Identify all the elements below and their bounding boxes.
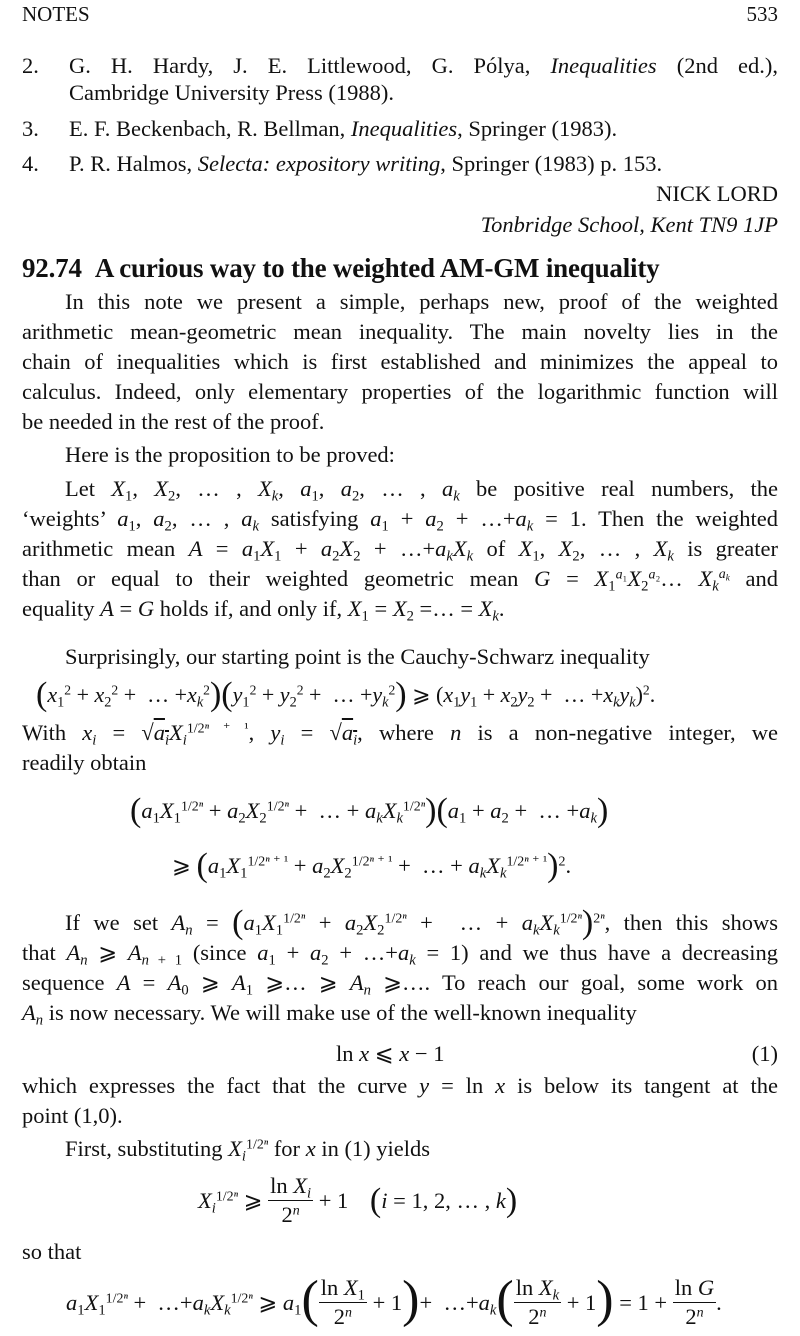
proposition-intro bbox=[65, 441, 778, 469]
definition-line: that $A_n$ ⩾ $A_{n + 1}$ (since $a_1 + a_2$ + $\dots+a_k = 1$) and we thus have a decreasing bbox=[22, 940, 778, 969]
author-name: NICK LORD bbox=[656, 181, 778, 206]
text: which expresses the fact that the curve bbox=[22, 1073, 408, 1098]
intro-text: calculus. Indeed, only elementary properties of the logarithmic function will bbox=[22, 379, 778, 404]
text: arithmetic mean bbox=[22, 536, 176, 561]
intro-text: arithmetic mean-geometric mean inequality. The main novelty lies in the bbox=[22, 319, 778, 344]
page-number: 533 bbox=[746, 2, 778, 26]
text: point (1,0). bbox=[22, 1103, 123, 1128]
text: ‘weights’ bbox=[22, 506, 106, 531]
intro-line bbox=[22, 348, 778, 376]
equation-display: $X_i^{1/2^n}$ ⩾ $\frac{\ln X_i}{2^n}$ + 1 (i = 1, 2, … , k) bbox=[198, 1173, 518, 1227]
reference-item bbox=[22, 52, 778, 80]
text: is greater bbox=[687, 536, 779, 561]
substitution-line: With $x_i = √a_iX_i^{1/2^n ^+ ^1}$, $y_i = √a_i$, where n is a non-negative integer, we bbox=[22, 720, 779, 749]
reference-title: Inequalities bbox=[550, 53, 657, 78]
reference-authors: E. F. Beckenbach, R. Bellman, bbox=[69, 116, 346, 141]
text: First, substituting bbox=[65, 1136, 223, 1161]
reference-publisher: Cambridge University Press (1988). bbox=[69, 80, 394, 105]
text: for bbox=[273, 1136, 301, 1161]
intro-line bbox=[65, 288, 778, 316]
equation-display: ($a_1X_1^{1/2^n} + a_2X_2^{1/2^n}$ + … + $a_kX_k^{1/2^n})(a_1 + a_2$ + … $+a_k$) bbox=[130, 792, 609, 829]
text: is now necessary. We will make use of the well-known inequality bbox=[48, 1000, 637, 1025]
proposition-line: equality A = G holds if, and only if, $X_1 = X_2$ =… = $X_k$. bbox=[22, 596, 505, 625]
proposition-intro-text: Here is the proposition to be proved: bbox=[65, 442, 395, 467]
text: be positive real numbers, the bbox=[475, 476, 779, 501]
article-number: 92.74 bbox=[22, 253, 82, 283]
running-header bbox=[22, 0, 778, 28]
text: Let bbox=[65, 476, 95, 501]
intro-text: In this note we present a simple, perhaps new, proof of the weighted bbox=[65, 289, 778, 314]
reference-text bbox=[69, 52, 778, 80]
intro-line bbox=[22, 318, 778, 346]
text: , then this shows bbox=[604, 910, 778, 935]
tangent-line: which expresses the fact that the curve y = ln x is below its tangent at the bbox=[22, 1073, 778, 1098]
tangent-line bbox=[22, 1102, 778, 1130]
signature-affiliation bbox=[22, 211, 778, 239]
text: satisfying bbox=[270, 506, 359, 531]
signature-author bbox=[22, 180, 778, 208]
substitution-line: First, substituting $X_i^{1/2^n}$ for x in (1) yields bbox=[65, 1136, 431, 1165]
text: equality bbox=[22, 596, 95, 621]
intro-line bbox=[22, 408, 778, 436]
text: is a non-negative integer, we bbox=[477, 720, 779, 745]
equation-display: ⩾ ($a_1X_1^{1/2^n ^+ ^1} + a_2X_2^{1/2^n ^+ ^1}$ + … + $a_kX_k^{1/2^n ^+ ^1})^2$. bbox=[172, 847, 572, 884]
text: . To reach our goal, some work on bbox=[424, 970, 778, 995]
substitution-line bbox=[22, 749, 778, 777]
header-section: NOTES bbox=[22, 2, 90, 26]
reference-authors: G. H. Hardy, J. E. Littlewood, G. Pólya, bbox=[69, 53, 531, 78]
text: so that bbox=[22, 1239, 82, 1264]
reference-authors: P. R. Halmos, bbox=[69, 151, 193, 176]
text: than or equal to their weighted geometric mean bbox=[22, 566, 519, 591]
text: holds if, and only if, bbox=[159, 596, 343, 621]
text: is below its tangent at the bbox=[517, 1073, 778, 1098]
text: (since bbox=[192, 940, 247, 965]
intro-text: be needed in the rest of the proof. bbox=[22, 409, 325, 434]
reference-text bbox=[69, 115, 617, 143]
proposition-line: ‘weights’ $a_1$, $a_2$, … , $a_k$ satisfying $a_1 + a_2$ + $\dots+a_k = 1$. Then the weighted bbox=[22, 506, 779, 535]
reference-title: Selecta: expository writing bbox=[197, 151, 441, 176]
so-that-text bbox=[22, 1238, 778, 1266]
reference-item-continued bbox=[69, 79, 778, 107]
definition-line: $A_n$ is now necessary. We will make use of the well-known inequality bbox=[22, 1000, 637, 1029]
reference-number: 4. bbox=[22, 151, 39, 176]
text: where bbox=[378, 720, 434, 745]
text: readily obtain bbox=[22, 750, 147, 775]
definition-line: If we set $A_n = (a_1X_1^{1/2^n} + a_2X_2^{1/2^n}$ + … + $a_kX_k^{1/2^n})^{2^n}$, then this shows bbox=[65, 904, 778, 941]
article-heading bbox=[22, 254, 778, 282]
equation-cauchy-schwarz: ($x_1^2 + x_2^2$ + … $+x_k^2)(y_1^2 + y_2^2$ + … $+y_k^2$) ⩾ ($x_1y_1 + x_2y_2$ + … $+x_ky_k)^2$. bbox=[36, 676, 656, 713]
text: in (1) yields bbox=[321, 1136, 431, 1161]
cauchy-schwarz-intro bbox=[65, 643, 778, 671]
article-title: A curious way to the weighted AM-GM inequality bbox=[94, 253, 660, 283]
reference-title: Inequalities bbox=[350, 116, 458, 141]
reference-item bbox=[22, 150, 778, 178]
proposition-line: Let $X_1$, $X_2$, … , $X_k$, $a_1$, $a_2$, … , $a_k$ be positive real numbers, the bbox=[65, 476, 779, 505]
intro-text: chain of inequalities which is first established and minimizes the appeal to bbox=[22, 349, 778, 374]
equation-label: (1) bbox=[751, 1041, 778, 1066]
reference-number: 2. bbox=[22, 53, 39, 78]
author-affiliation: Tonbridge School, Kent TN9 1JP bbox=[480, 212, 778, 237]
intro-line bbox=[22, 378, 778, 406]
reference-details: (2nd ed.), bbox=[676, 53, 779, 78]
text: Surprisingly, our starting point is the Cauchy-Schwarz inequality bbox=[65, 644, 650, 669]
text: . Then the weighted bbox=[580, 506, 779, 531]
proposition-line: than or equal to their weighted geometric mean $G = X_1^{a_1}X_2^{a_2}\dots$ $X_k^{a_k}$ and bbox=[22, 566, 779, 595]
text: that bbox=[22, 940, 56, 965]
text: of bbox=[486, 536, 506, 561]
definition-line: sequence $A = A_0$ ⩾ $A_1$ ⩾… ⩾ $A_n$ ⩾…. To reach our goal, some work on bbox=[22, 970, 778, 999]
text: If we set bbox=[65, 910, 159, 935]
reference-details: , Springer (1983). bbox=[457, 116, 618, 141]
reference-item bbox=[22, 115, 778, 143]
text: ) and we thus have a decreasing bbox=[461, 940, 778, 965]
text: and bbox=[745, 566, 779, 591]
reference-text bbox=[69, 150, 662, 178]
equation-1: ln x ⩽ x − 1 (1) bbox=[336, 1041, 778, 1066]
text: sequence bbox=[22, 970, 105, 995]
equation-display: $a_1X_1^{1/2^n}$ + $\dots+a_kX_k^{1/2^n}$ ⩾ $a_1$( $\frac{\ln X_1}{2^n}$ + $1)+ \dots+a_k$( $\frac{\ln X_k}{2^n}$ + 1) = 1 + $\frac{\text{ln G}}{2^n}$ . bbox=[66, 1271, 722, 1330]
reference-number: 3. bbox=[22, 116, 39, 141]
text: With bbox=[22, 720, 67, 745]
reference-details: , Springer (1983) p. 153. bbox=[440, 151, 663, 176]
proposition-line: arithmetic mean $A = a_1X_1 + a_2X_2$ + $\dots+a_kX_k$ of $X_1$, $X_2$, … , $X_k$ is greater bbox=[22, 536, 779, 565]
